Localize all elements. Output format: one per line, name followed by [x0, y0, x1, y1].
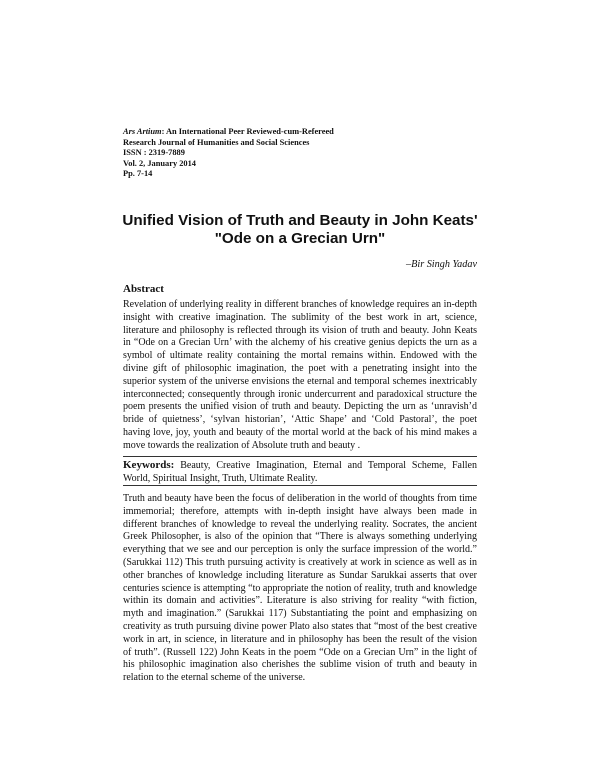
journal-issn: ISSN : 2319-7889: [123, 148, 185, 157]
keywords-section: [123, 459, 477, 486]
journal-subtitle: Research Journal of Humanities and Social Sciences: [123, 137, 310, 147]
abstract-heading: Abstract: [123, 283, 164, 295]
keywords-label: Keywords:: [123, 459, 175, 471]
keywords-top-divider: [123, 456, 477, 457]
journal-volume: Vol. 2, January 2014: [123, 158, 196, 168]
journal-name-rest: : An International Peer Reviewed-cum-Refereed: [161, 127, 334, 136]
journal-info: [123, 127, 403, 180]
paper-title: [100, 212, 500, 248]
abstract-text: [123, 299, 477, 453]
paper-author: –Bir Singh Yadav: [406, 259, 477, 270]
paper-title-line-2: "Ode on a Grecian Urn": [214, 230, 386, 247]
paper-title-line-1: Unified Vision of Truth and Beauty in John Keats': [122, 212, 478, 229]
abstract-paragraph: Revelation of underlying reality in different branches of knowledge requires an in-depth insight with creative imagination. The sublimity of the best work in art, science, literature and philosophy is reflected through its vision of truth and beauty. John Keats in “Ode on a Grecian Urn’ with the alchemy of his creative genius depicts the urn as a symbol of ultimate reality containing the mortal remains within. Endowed with the divine gift of philosophic imagination, the poet with a penetrating insight into the superior system of the universe envisions the eternal and temporal schemes inextricably interconnected; consequently through ironic undercurrent and paradoxical structure the poem presents the unified vision of truth and beauty. Depicting the urn as ‘unravish’d bride of quietness’, ‘sylvan historian’, ‘Attic Shape’ and ‘Cold Pastoral’, the poet having love, joy, youth and beauty of the mortal world at the back of his mind makes a move towards the realization of Absolute truth and beauty .: [123, 299, 477, 451]
body-text: [123, 493, 477, 685]
keywords-list: Beauty, Creative Imagination, Eternal and Temporal Scheme, Fallen World, Spiritual Insight, Truth, Ultimate Reality.: [123, 460, 477, 484]
journal-pages: Pp. 7-14: [123, 169, 153, 178]
journal-name-line: [123, 127, 403, 138]
journal-name-italic: Ars Artium: [123, 127, 162, 136]
keywords-bottom-divider: [123, 485, 477, 486]
keywords-paragraph: [123, 459, 477, 486]
body-paragraph: Truth and beauty have been the focus of deliberation in the world of thoughts from time immemorial; therefore, attempts with in-depth insight have always been made in different branches of knowledge to reveal the underlying reality. Socrates, the ancient Greek Philosopher, is also of the opinion that “There is always something underlying everything that we see and our perception is only the surface impression of the world.” (Sarukkai 112) This truth pursuing activity is creatively at work in science as well as in other branches of knowledge including literature as Sundar Sarukkai asserts that over centuries science is attempting “to appropriate the notion of reality, truth and knowledge within its domain and activities”. Literature is also striving for reality “with fiction, myth and imagination.” (Sarukkai 117) Substantiating the point and emphasizing on creativity as truth pursuing divine power Plato also states that “most of the best creative work in art, in science, in literature and in philosophy has been the result of the vision of truth”. (Russell 122) John Keats in the poem “Ode on a Grecian Urn” in the light of his philosophic imagination also cherishes the sublime vision of truth and beauty in relation to the eternal scheme of the universe.: [123, 493, 477, 684]
